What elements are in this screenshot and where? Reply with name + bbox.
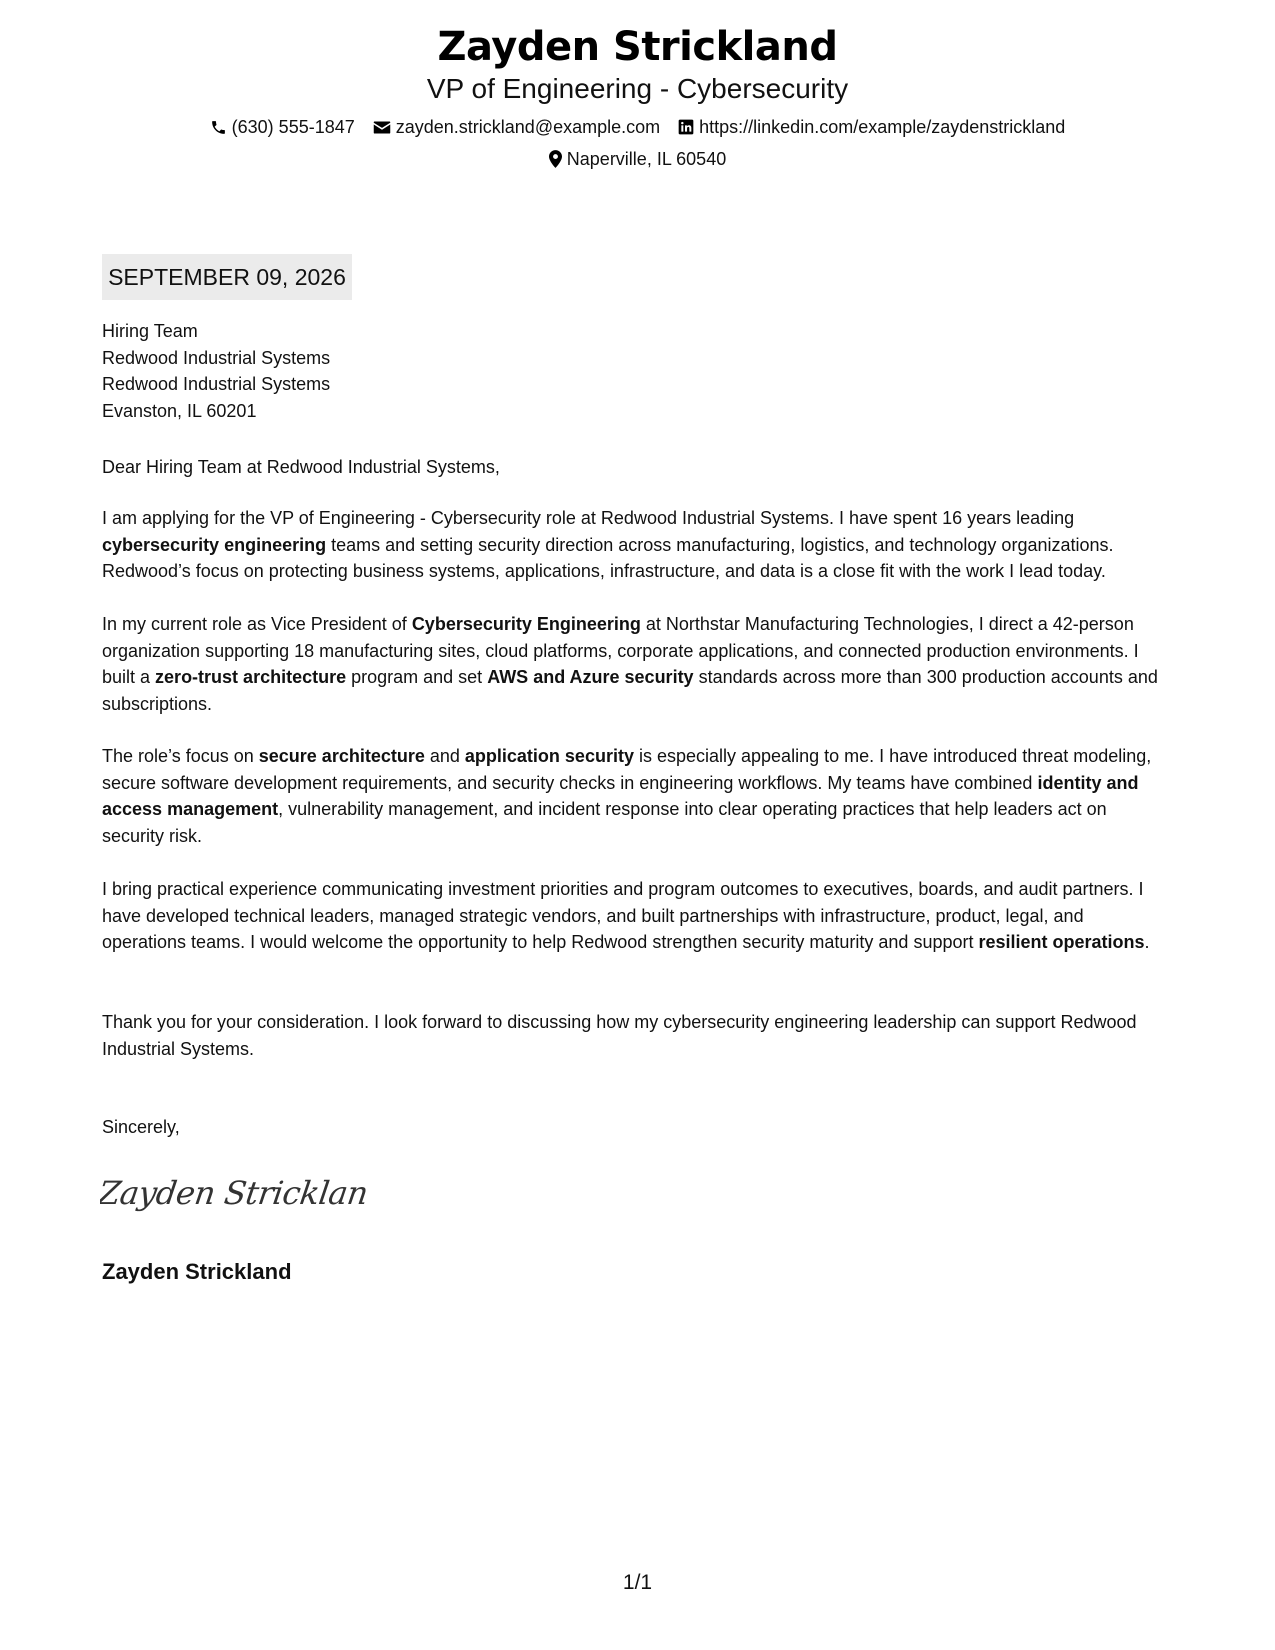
letter-date: SEPTEMBER 09, 2026 [102,254,352,300]
closing-line: Sincerely, [102,1117,180,1137]
job-title: VP of Engineering - Cybersecurity [426,73,849,104]
body-paragraph-2: In my current role as Vice President of Cybersecurity Engineering at Northstar Manufacturing Technologies, I direct a 42-person organization supporting 18 manufacturing sites, cloud platforms, corporate applications, and connected production environments. I built a zero-trust architecture program and set AWS and Azure security standards across more than 300 production accounts and subscriptions. [102,614,1158,714]
highlight-phrase: identity and access management [102,772,1139,819]
page-number: 1/1 [622,1571,653,1594]
body-paragraph-4: I bring practical experience communicating investment priorities and program outcomes to executives, boards, and audit partners. I have developed technical leaders, managed strategic vendors, and built partnerships with infrastructure, product, legal, and operations teams. I would welcome the opportunity to help Redwood strengthen security maturity and support resilient operations. [102,879,1150,952]
phone-number: (630) 555-1847 [231,117,355,137]
linkedin-icon [678,119,694,135]
highlight-phrase: resilient operations [978,932,1145,952]
signature-text: Zayden Stricklan [100,1174,370,1212]
map-pin-icon [549,150,562,168]
envelope-icon [373,120,391,135]
email-address[interactable]: zayden.strickland@example.com [395,117,661,137]
salutation: Dear Hiring Team at Redwood Industrial Systems, [102,457,500,477]
contact-row [0,115,1275,139]
phone-icon [210,119,227,136]
highlight-phrase: zero-trust architecture [155,667,347,687]
linkedin-url[interactable]: https://linkedin.com/example/zaydenstrickland [699,117,1066,137]
recipient-line: Redwood Industrial Systems [102,374,331,394]
body-paragraph-5: Thank you for your consideration. I look forward to discussing how my cybersecurity engineering leadership can support Redwood Industrial Systems. [102,1012,1137,1059]
contact-email [373,115,660,139]
highlight-phrase: secure architecture [258,746,425,766]
recipient-line: Hiring Team [102,321,198,341]
highlight-phrase: Cybersecurity Engineering [411,614,641,634]
letter-header [0,22,1275,171]
location-text: Naperville, IL 60540 [566,149,727,169]
highlight-phrase: AWS and Azure security [487,667,694,687]
applicant-name: Zayden Strickland [437,24,838,70]
contact-phone [210,115,355,139]
body-paragraph-1: I am applying for the VP of Engineering - Cybersecurity role at Redwood Industrial Systems. I have spent 16 years leading cybersecurity engineering teams and setting security direction across manufacturing, logistics, and technology organizations. Redwood’s focus on protecting business systems, applications, infrastructure, and data is a close fit with the work I lead today. [102,508,1114,581]
body-paragraph-3: The role’s focus on secure architecture and application security is especially appealing to me. I have introduced threat modeling, secure software development requirements, and security checks in engineering workflows. My teams have combined identity and access management, vulnerability management, and incident response into clear operating practices that help leaders act on security risk. [102,746,1152,846]
highlight-phrase: application security [464,746,634,766]
signer-name: Zayden Strickland [102,1259,292,1284]
highlight-phrase: cybersecurity engineering [102,534,327,555]
contact-linkedin [678,115,1065,139]
recipient-line: Redwood Industrial Systems [102,347,331,368]
contact-location [549,147,726,171]
contact-row-location [0,147,1275,171]
recipient-block [102,318,330,424]
handwritten-signature [100,1168,370,1225]
recipient-line: Evanston, IL 60201 [102,400,257,421]
